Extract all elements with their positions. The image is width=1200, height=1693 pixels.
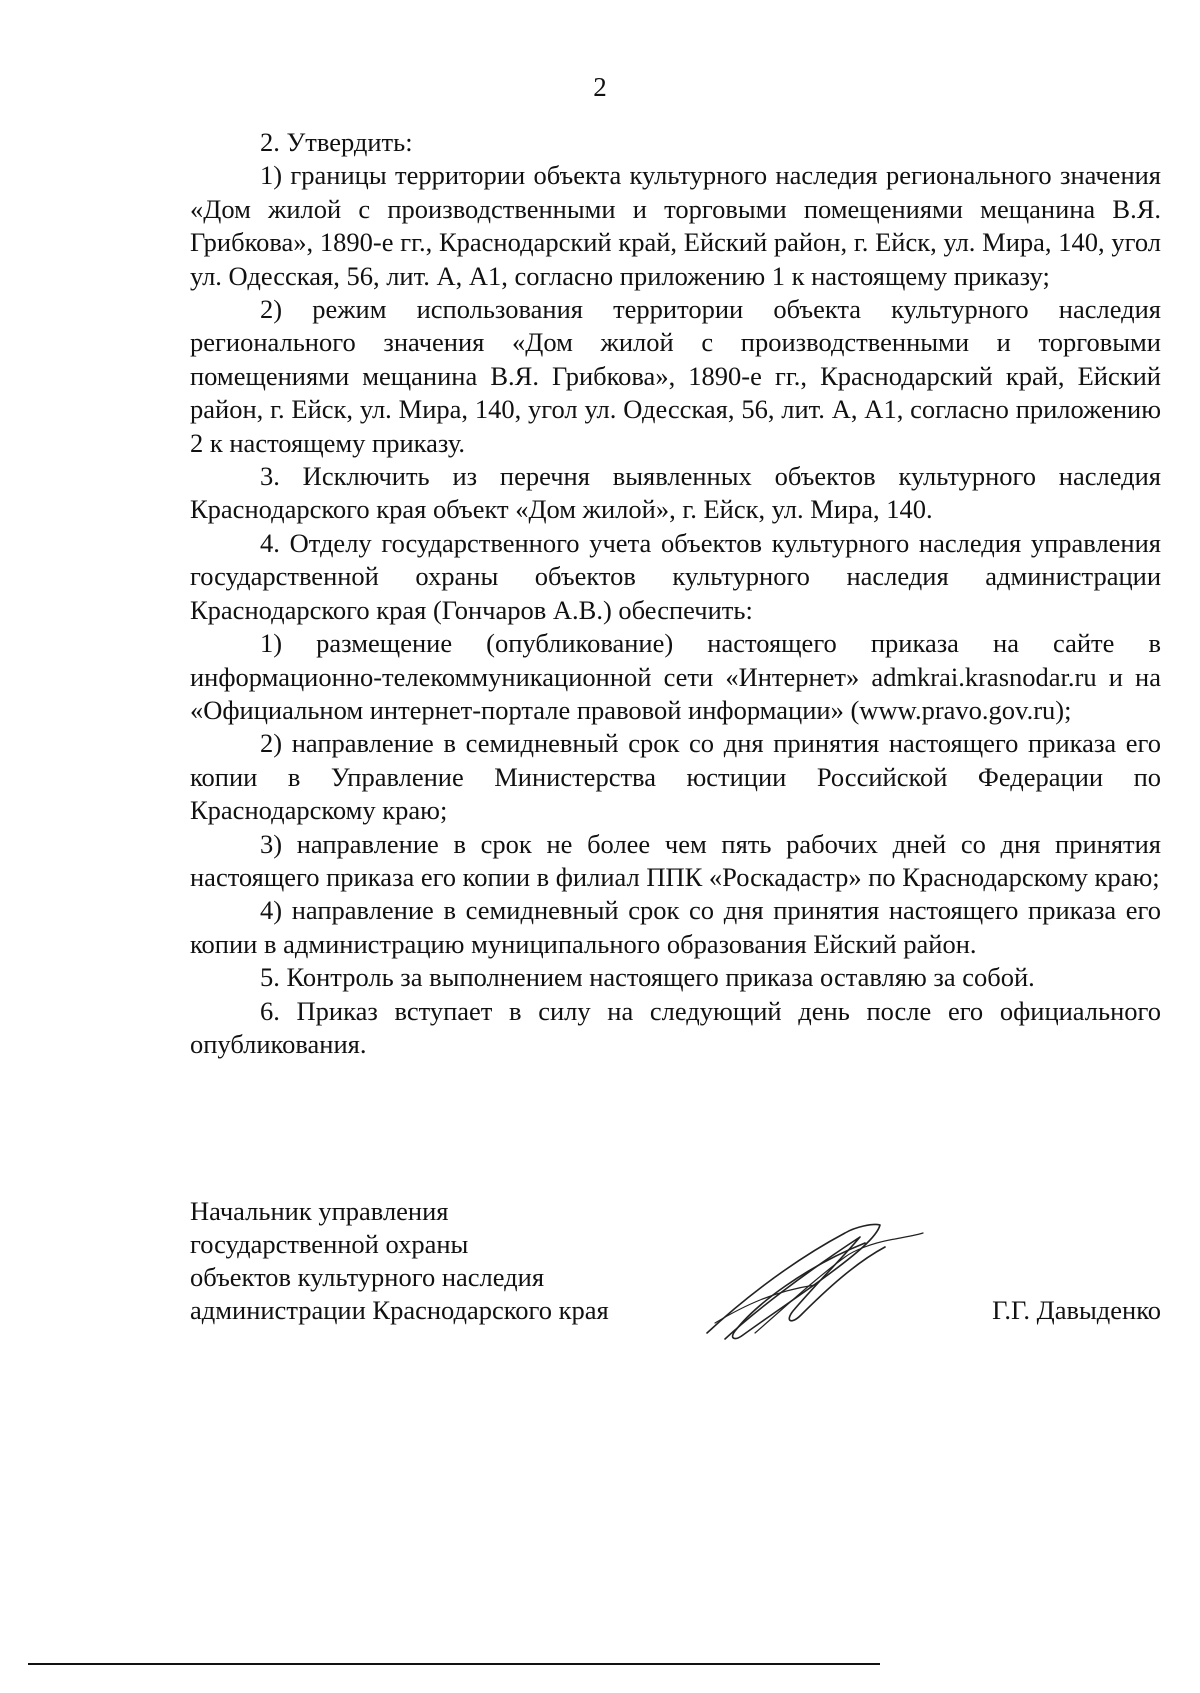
signature-block	[190, 1195, 1161, 1355]
paragraph-approve-regime: 2) режим использования территории объекта культурного наследия регионального значения «Дом жилой с производственными и торговыми помещениями мещанина В.Я. Грибкова», 1890-е гг., Краснодарский край, Ейский район, г. Ейск, ул. Мира, 140, угол ул. Одесская, 56, лит. А, А1, согласно приложению 2 к настоящему приказу.	[190, 294, 1161, 458]
document-body	[190, 126, 1161, 1061]
handwritten-signature	[695, 1215, 925, 1345]
signer-position-line: Начальник управления	[190, 1196, 449, 1226]
paragraph-effective-date: 6. Приказ вступает в силу на следующий день после его официального опубликования.	[190, 995, 1161, 1059]
signer-position-line: государственной охраны	[190, 1229, 469, 1259]
paragraph-duty-ministry: 2) направление в семидневный срок со дня принятия настоящего приказа его копии в Управление Министерства юстиции Российской Федерации по Краснодарскому краю;	[190, 728, 1161, 826]
signer-name: Г.Г. Давыденко	[992, 1295, 1161, 1325]
paragraph-duty-publication: 1) размещение (опубликование) настоящего приказа на сайте в информационно-телекоммуникационной сети «Интернет» admkrai.krasnodar.ru и на «Официальном интернет-портале правовой информации» (www.pravo.gov.ru);	[190, 628, 1161, 725]
paragraph-exclude: 3. Исключить из перечня выявленных объектов культурного наследия Краснодарского края объект «Дом жилой», г. Ейск, ул. Мира, 140.	[190, 461, 1161, 525]
paragraph-approve-boundaries: 1) границы территории объекта культурного наследия регионального значения «Дом жилой с производственными и торговыми помещениями мещанина В.Я. Грибкова», 1890-е гг., Краснодарский край, Ейский район, г. Ейск, ул. Мира, 140, угол ул. Одесская, 56, лит. А, А1, согласно приложению 1 к настоящему приказу;	[190, 160, 1161, 291]
paragraph-duty-municipality: 4) направление в семидневный срок со дня принятия настоящего приказа его копии в администрацию муниципального образования Ейский район.	[190, 895, 1161, 959]
footer-rule	[28, 1663, 880, 1665]
signer-position-line: объектов культурного наследия	[190, 1262, 545, 1292]
paragraph-duty-roskadastr: 3) направление в срок не более чем пять рабочих дней со дня принятия настоящего приказа его копии в филиал ППК «Роскадастр» по Краснодарскому краю;	[190, 828, 1161, 892]
paragraph-department-duties: 4. Отделу государственного учета объектов культурного наследия управления государственной охраны объектов культурного наследия администрации Краснодарского края (Гончаров А.В.) обеспечить:	[190, 527, 1161, 625]
signer-position-line: администрации Краснодарского края	[190, 1295, 609, 1325]
signer-position	[190, 1195, 609, 1327]
paragraph-approve: 2. Утвердить:	[260, 127, 413, 157]
paragraph-control: 5. Контроль за выполнением настоящего приказа оставляю за собой.	[260, 962, 1035, 993]
page-number: 2	[593, 72, 607, 102]
